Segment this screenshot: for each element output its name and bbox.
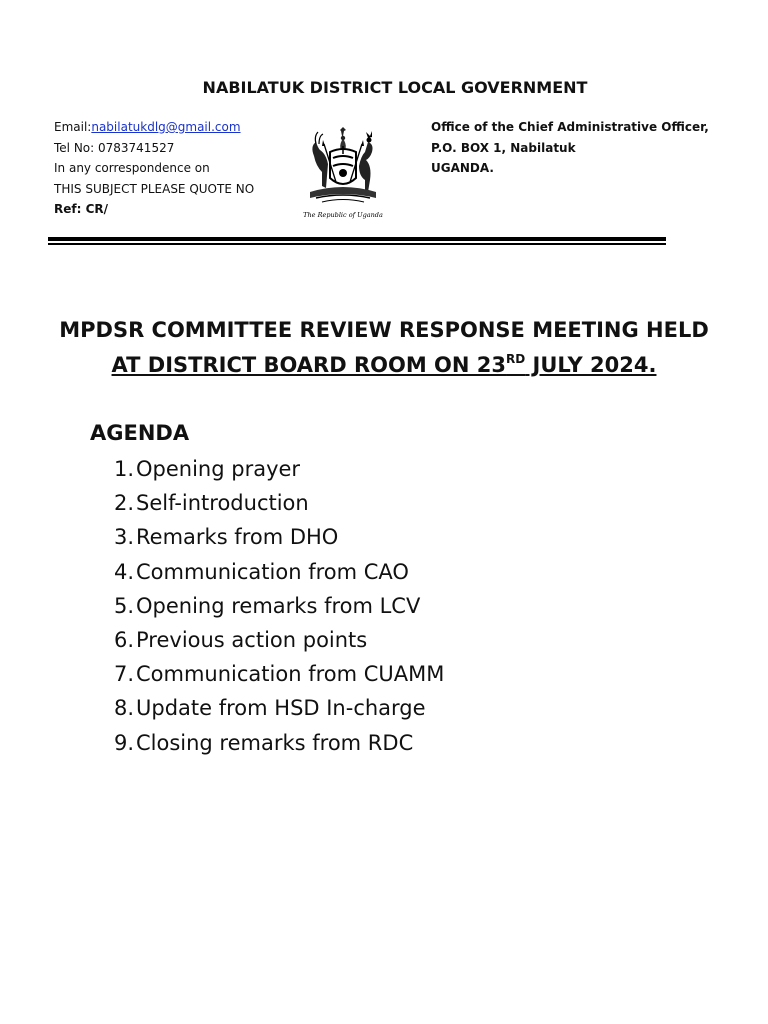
quote-note: THIS SUBJECT PLEASE QUOTE NO: [54, 181, 255, 196]
reference-number: Ref: CR/: [54, 202, 109, 216]
agenda-item-number: 1.: [113, 457, 134, 481]
agenda-item-text: Closing remarks from RDC: [136, 730, 414, 755]
agenda-item: [100, 523, 444, 557]
agenda-item: [100, 558, 444, 592]
agenda-item-text: Communication from CUAMM: [136, 662, 445, 687]
agenda-item-number: 9.: [113, 730, 134, 755]
email-row: [54, 117, 254, 138]
agenda-item-text: Remarks from DHO: [136, 525, 339, 550]
date-ordinal-suffix: RD: [506, 352, 526, 366]
agenda-item-number: 2.: [113, 491, 134, 516]
agenda-item-number: 3.: [113, 525, 134, 550]
agenda-item-number: 8.: [113, 696, 134, 721]
agenda-heading: AGENDA: [90, 421, 190, 445]
agenda-item-number: 6.: [113, 627, 134, 652]
country: UGANDA.: [431, 161, 494, 175]
organization-title: NABILATUK DISTRICT LOCAL GOVERNMENT: [202, 78, 588, 97]
po-box: P.O. BOX 1, Nabilatuk: [431, 140, 576, 155]
agenda-item: [100, 592, 444, 626]
title-line-2-text: AT DISTRICT BOARD ROOM ON 23: [111, 353, 507, 377]
agenda-item-number: 7.: [113, 662, 134, 687]
agenda-item: [100, 626, 444, 660]
title-line-2-date: JULY 2024.: [525, 353, 657, 377]
agenda-item: [100, 660, 444, 694]
office-address-block: [431, 117, 709, 179]
agenda-item-number: 5.: [113, 593, 134, 618]
agenda-item-text: Opening prayer: [136, 457, 301, 481]
agenda-item-text: Communication from CAO: [136, 559, 409, 584]
email-label: Email:: [54, 120, 92, 134]
header-divider-thick: [48, 237, 666, 241]
contact-block: [54, 117, 254, 220]
agenda-item-text: Opening remarks from LCV: [136, 593, 421, 618]
agenda-item: [100, 455, 444, 489]
office-name: Office of the Chief Administrative Officer,: [431, 120, 709, 134]
agenda-item-text: Update from HSD In-charge: [136, 696, 426, 721]
tel-number: Tel No: 0783741527: [54, 140, 175, 155]
agenda-item: [100, 489, 444, 523]
agenda-item-text: Previous action points: [136, 627, 368, 652]
agenda-list: [100, 455, 444, 763]
agenda-item-text: Self-introduction: [136, 491, 309, 516]
agenda-item: [100, 729, 444, 763]
correspondence-note: In any correspondence on: [54, 161, 210, 175]
meeting-title-line-1: MPDSR COMMITTEE REVIEW RESPONSE MEETING HELD: [59, 318, 709, 342]
uganda-coat-of-arms-icon: [302, 126, 384, 224]
agenda-item: [100, 694, 444, 728]
svg-text:The Republic of Uganda: The Republic of Uganda: [303, 211, 383, 219]
agenda-item-number: 4.: [113, 559, 134, 584]
email-link[interactable]: nabilatukdlg@gmail.com: [91, 120, 241, 134]
header-divider-thin: [48, 243, 666, 245]
meeting-title-line-2: [0, 353, 768, 377]
